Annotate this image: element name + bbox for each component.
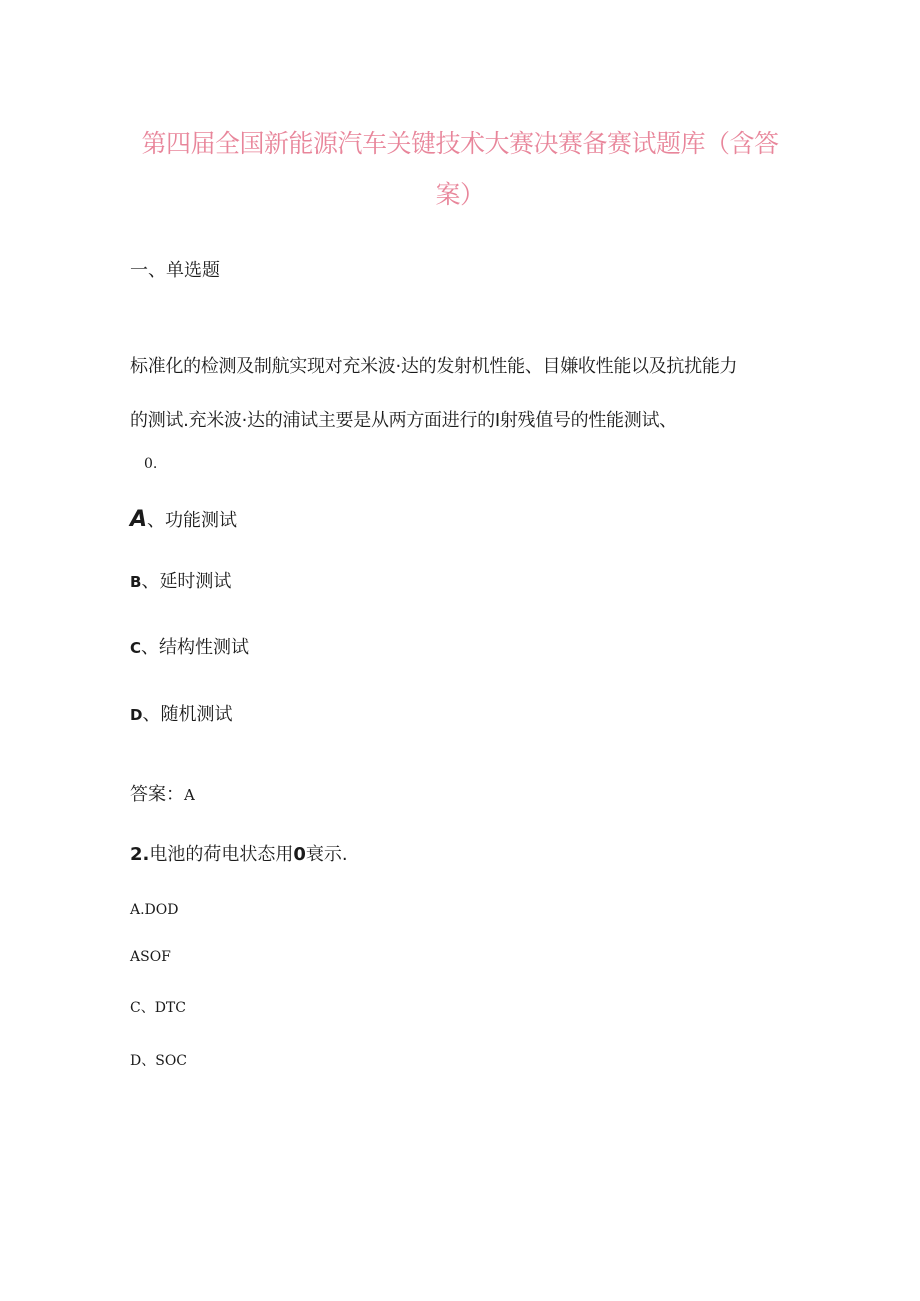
question-2-stem — [130, 840, 348, 866]
question-2-number: 2. — [130, 844, 150, 865]
section-heading: 一、单选题 — [130, 260, 220, 281]
question-2-option-c: C、DTC — [130, 1000, 186, 1016]
answer-label: 答案： — [130, 784, 184, 805]
option-separator: 、 — [147, 510, 166, 531]
question-2-option-d: D、SOC — [130, 1053, 188, 1069]
option-separator: 、 — [142, 704, 161, 725]
question-2-option-b: ASOF — [130, 949, 171, 965]
question-1-blank: 0. — [144, 456, 158, 472]
document-title-line-1: 第四届全国新能源汽车关键技术大赛决赛备赛试题库（含答 — [141, 129, 779, 158]
option-letter: A — [130, 507, 148, 532]
option-separator: 、 — [141, 571, 160, 592]
question-2-blank: 0 — [293, 844, 306, 865]
question-2-text-before: 电池的荷电状态用 — [149, 844, 294, 865]
document-title-line-2: 案） — [435, 180, 485, 209]
question-2-option-a: A.DOD — [130, 902, 179, 918]
question-1-stem-line-2: 的测试.充米波·达的浦试主要是从两方面进行的I射残值号的性能测试、 — [130, 410, 677, 431]
option-letter: D — [130, 706, 143, 724]
option-text: 随机测试 — [160, 704, 233, 725]
option-text: 结构性测试 — [159, 637, 250, 658]
question-1-option-d — [130, 700, 232, 726]
option-letter: C — [130, 639, 142, 657]
option-text: 延时测试 — [159, 571, 232, 592]
option-text: 功能测试 — [165, 510, 238, 531]
answer-value: A — [184, 786, 195, 804]
question-1-option-c — [130, 633, 249, 659]
question-1-option-a — [130, 506, 237, 532]
question-1-stem-line-1: 标准化的检测及制航实现对充米波·达的发射机性能、目嫌收性能以及抗扰能力 — [130, 356, 738, 377]
question-1-answer — [130, 780, 195, 806]
question-1-option-b — [130, 567, 231, 593]
option-separator: 、 — [141, 637, 160, 658]
option-letter: B — [130, 573, 142, 591]
question-2-text-after: 衰示. — [305, 844, 348, 865]
